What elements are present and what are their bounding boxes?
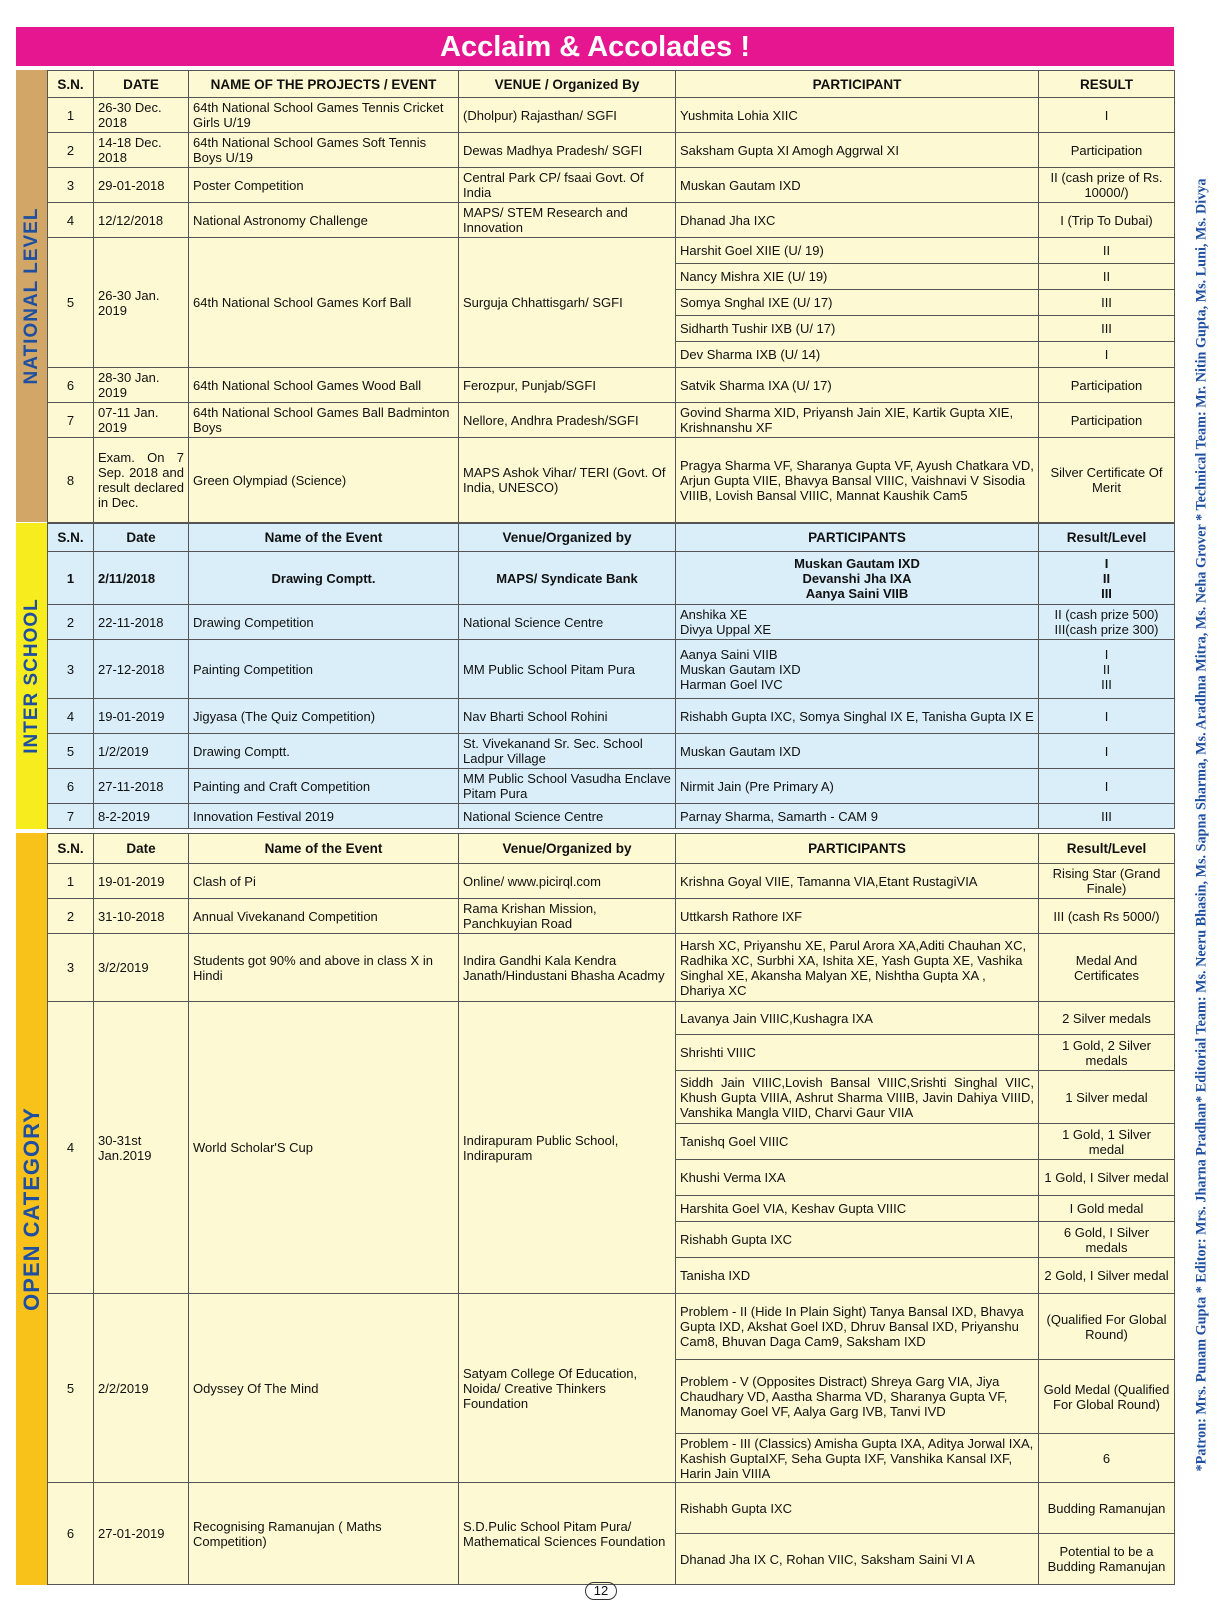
date-cell: 07-11 Jan. 2019 <box>94 403 189 438</box>
venue-cell: Dewas Madhya Pradesh/ SGFI <box>459 133 676 168</box>
result-cell: I <box>1039 734 1175 769</box>
result-cell: II (cash prize of Rs. 10000/) <box>1039 168 1175 203</box>
result-cell: III <box>1039 804 1175 829</box>
venue-cell: National Science Centre <box>459 804 676 829</box>
date-cell: 26-30 Jan. 2019 <box>94 238 189 368</box>
sn-cell: 2 <box>48 899 94 934</box>
result-cell: (Qualified For Global Round) <box>1039 1294 1175 1360</box>
table-row <box>48 605 1175 640</box>
table-row <box>48 864 1175 899</box>
table-row <box>48 1002 1175 1035</box>
sn-cell: 7 <box>48 804 94 829</box>
participant-cell: Anshika XE Divya Uppal XE <box>676 605 1039 640</box>
date-cell: 28-30 Jan. 2019 <box>94 368 189 403</box>
table-row <box>48 203 1175 238</box>
venue-cell: Online/ www.picirql.com <box>459 864 676 899</box>
participant-cell: Problem - V (Opposites Distract) Shreya Garg VIA, Jiya Chaudhary VD, Aastha Sharma VD, Sharanya Gupta VF, Manomay Goel VF, Aalya Garg IVB, Tanvi IVD <box>676 1360 1039 1434</box>
result-cell: Participation <box>1039 133 1175 168</box>
section-national-level <box>16 70 1174 522</box>
column-header: PARTICIPANTS <box>676 524 1039 552</box>
venue-cell: MM Public School Vasudha Enclave Pitam Pura <box>459 769 676 804</box>
table-row <box>48 769 1175 804</box>
venue-cell: MM Public School Pitam Pura <box>459 640 676 699</box>
result-cell: 1 Silver medal <box>1039 1071 1175 1124</box>
date-cell: 30-31st Jan.2019 <box>94 1002 189 1294</box>
participant-cell: Nancy Mishra XIE (U/ 19) <box>676 264 1039 290</box>
sn-cell: 8 <box>48 438 94 523</box>
event-cell: World Scholar'S Cup <box>189 1002 459 1294</box>
participant-cell: Siddh Jain VIIIC,Lovish Bansal VIIIC,Srishti Singhal VIIC, Khush Gupta VIIIA, Ashrut Sharma VIIIB, Javin Dahiya VIIID, Vanshika Mangla VIID, Charvi Gaur VIIA <box>676 1071 1039 1124</box>
event-cell: 64th National School Games Soft Tennis Boys U/19 <box>189 133 459 168</box>
table-row <box>48 133 1175 168</box>
page-title: Acclaim & Accolades ! <box>16 27 1174 66</box>
sn-cell: 3 <box>48 640 94 699</box>
event-cell: Clash of Pi <box>189 864 459 899</box>
result-cell: I (Trip To Dubai) <box>1039 203 1175 238</box>
date-cell: 22-11-2018 <box>94 605 189 640</box>
table-row <box>48 899 1175 934</box>
table-row <box>48 1483 1175 1534</box>
date-cell: 19-01-2019 <box>94 864 189 899</box>
result-cell: Participation <box>1039 403 1175 438</box>
participant-cell: Lavanya Jain VIIIC,Kushagra IXA <box>676 1002 1039 1035</box>
event-cell: Recognising Ramanujan ( Maths Competition) <box>189 1483 459 1585</box>
result-cell: Medal And Certificates <box>1039 934 1175 1002</box>
event-cell: 64th National School Games Korf Ball <box>189 238 459 368</box>
table-row <box>48 699 1175 734</box>
column-header: Venue/Organized by <box>459 834 676 864</box>
participant-cell: Khushi Verma IXA <box>676 1160 1039 1196</box>
section-label <box>16 523 47 829</box>
date-cell: Exam. On 7 Sep. 2018 and result declared in Dec. <box>94 438 189 523</box>
date-cell: 19-01-2019 <box>94 699 189 734</box>
participant-cell: Harshita Goel VIA, Keshav Gupta VIIIC <box>676 1196 1039 1222</box>
column-header: S.N. <box>48 524 94 552</box>
table-row <box>48 1294 1175 1360</box>
sn-cell: 4 <box>48 1002 94 1294</box>
venue-cell: Rama Krishan Mission, Panchkuyian Road <box>459 899 676 934</box>
venue-cell: Satyam College Of Education, Noida/ Creative Thinkers Foundation <box>459 1294 676 1483</box>
sn-cell: 5 <box>48 734 94 769</box>
table-row <box>48 734 1175 769</box>
event-cell: Drawing Comptt. <box>189 552 459 605</box>
inter-table <box>47 523 1175 829</box>
venue-cell: MAPS/ Syndicate Bank <box>459 552 676 605</box>
column-header: DATE <box>94 71 189 98</box>
result-cell: Potential to be a Budding Ramanujan <box>1039 1534 1175 1585</box>
date-cell: 26-30 Dec. 2018 <box>94 98 189 133</box>
event-cell: Odyssey Of The Mind <box>189 1294 459 1483</box>
column-header: Name of the Event <box>189 834 459 864</box>
result-cell: Budding Ramanujan <box>1039 1483 1175 1534</box>
venue-cell: Nellore, Andhra Pradesh/SGFI <box>459 403 676 438</box>
national-table <box>47 70 1175 523</box>
result-cell: I <box>1039 769 1175 804</box>
result-cell: 6 Gold, I Silver medals <box>1039 1222 1175 1258</box>
section-label <box>16 70 47 522</box>
sn-cell: 3 <box>48 934 94 1002</box>
participant-cell: Tanishq Goel VIIIC <box>676 1124 1039 1160</box>
column-header: S.N. <box>48 71 94 98</box>
sn-cell: 3 <box>48 168 94 203</box>
result-cell: III <box>1039 290 1175 316</box>
result-cell: II <box>1039 238 1175 264</box>
date-cell: 3/2/2019 <box>94 934 189 1002</box>
section-open-category <box>16 833 1174 1585</box>
date-cell: 27-11-2018 <box>94 769 189 804</box>
column-header: S.N. <box>48 834 94 864</box>
participant-cell: Rishabh Gupta IXC <box>676 1483 1039 1534</box>
table-row <box>48 552 1175 605</box>
event-cell: Innovation Festival 2019 <box>189 804 459 829</box>
event-cell: Annual Vivekanand Competition <box>189 899 459 934</box>
column-header: NAME OF THE PROJECTS / EVENT <box>189 71 459 98</box>
participant-cell: Harshit Goel XIIE (U/ 19) <box>676 238 1039 264</box>
result-cell: 1 Gold, I Silver medal <box>1039 1160 1175 1196</box>
participant-cell: Govind Sharma XID, Priyansh Jain XIE, Kartik Gupta XIE, Krishnanshu XF <box>676 403 1039 438</box>
event-cell: 64th National School Games Wood Ball <box>189 368 459 403</box>
sn-cell: 1 <box>48 552 94 605</box>
venue-cell: MAPS Ashok Vihar/ TERI (Govt. Of India, UNESCO) <box>459 438 676 523</box>
result-cell: I Gold medal <box>1039 1196 1175 1222</box>
event-cell: 64th National School Games Ball Badminton Boys <box>189 403 459 438</box>
participant-cell: Dev Sharma IXB (U/ 14) <box>676 342 1039 368</box>
participant-cell: Problem - III (Classics) Amisha Gupta IXA, Aditya Jorwal IXA, Kashish GuptaIXF, Seha Gupta IXF, Vanshika Kansal IXF, Harin Jain VIIIA <box>676 1434 1039 1483</box>
participant-cell: Problem - II (Hide In Plain Sight) Tanya Bansal IXD, Bhavya Gupta IXD, Akshat Goel IXD, Dhruv Bansal IXD, Priyanshu Cam8, Bhuvan Daga Cam9, Saksham IXD <box>676 1294 1039 1360</box>
sn-cell: 5 <box>48 238 94 368</box>
sn-cell: 6 <box>48 1483 94 1585</box>
date-cell: 12/12/2018 <box>94 203 189 238</box>
column-header: VENUE / Organized By <box>459 71 676 98</box>
result-cell: 2 Gold, I Silver medal <box>1039 1258 1175 1294</box>
column-header: PARTICIPANTS <box>676 834 1039 864</box>
date-cell: 27-01-2019 <box>94 1483 189 1585</box>
column-header: RESULT <box>1039 71 1175 98</box>
result-cell: I II III <box>1039 640 1175 699</box>
event-cell: Drawing Comptt. <box>189 734 459 769</box>
participant-cell: Yushmita Lohia XIIC <box>676 98 1039 133</box>
date-cell: 2/11/2018 <box>94 552 189 605</box>
table-row <box>48 934 1175 1002</box>
result-cell: II <box>1039 264 1175 290</box>
venue-cell: MAPS/ STEM Research and Innovation <box>459 203 676 238</box>
venue-cell: St. Vivekanand Sr. Sec. School Ladpur Village <box>459 734 676 769</box>
participant-cell: Parnay Sharma, Samarth - CAM 9 <box>676 804 1039 829</box>
participant-cell: Satvik Sharma IXA (U/ 17) <box>676 368 1039 403</box>
result-cell: II (cash prize 500) III(cash prize 300) <box>1039 605 1175 640</box>
section-label-text: OPEN CATEGORY <box>18 1107 44 1311</box>
sn-cell: 6 <box>48 769 94 804</box>
header-row <box>48 71 1175 98</box>
participant-cell: Rishabh Gupta IXC <box>676 1222 1039 1258</box>
column-header: Date <box>94 834 189 864</box>
date-cell: 8-2-2019 <box>94 804 189 829</box>
sn-cell: 7 <box>48 403 94 438</box>
sn-cell: 2 <box>48 133 94 168</box>
date-cell: 27-12-2018 <box>94 640 189 699</box>
column-header: Venue/Organized by <box>459 524 676 552</box>
result-cell: I <box>1039 342 1175 368</box>
venue-cell: Central Park CP/ fsaai Govt. Of India <box>459 168 676 203</box>
table-row <box>48 368 1175 403</box>
participant-cell: Dhanad Jha IXC <box>676 203 1039 238</box>
date-cell: 14-18 Dec. 2018 <box>94 133 189 168</box>
event-cell: Jigyasa (The Quiz Competition) <box>189 699 459 734</box>
result-cell: 1 Gold, 1 Silver medal <box>1039 1124 1175 1160</box>
result-cell: Gold Medal (Qualified For Global Round) <box>1039 1360 1175 1434</box>
table-row <box>48 168 1175 203</box>
event-cell: National Astronomy Challenge <box>189 203 459 238</box>
venue-cell: Indirapuram Public School, Indirapuram <box>459 1002 676 1294</box>
sn-cell: 4 <box>48 203 94 238</box>
section-label-text: INTER SCHOOL <box>20 598 42 754</box>
venue-cell: Indira Gandhi Kala Kendra Janath/Hindustani Bhasha Acadmy <box>459 934 676 1002</box>
participant-cell: Krishna Goyal VIIE, Tamanna VIA,Etant RustagiVIA <box>676 864 1039 899</box>
result-cell: I II III <box>1039 552 1175 605</box>
column-header: Result/Level <box>1039 524 1175 552</box>
result-cell: Rising Star (Grand Finale) <box>1039 864 1175 899</box>
table-row <box>48 238 1175 264</box>
result-cell: 1 Gold, 2 Silver medals <box>1039 1035 1175 1071</box>
event-cell: Green Olympiad (Science) <box>189 438 459 523</box>
participant-cell: Muskan Gautam IXD Devanshi Jha IXA Aanya Saini VIIB <box>676 552 1039 605</box>
venue-cell: (Dholpur) Rajasthan/ SGFI <box>459 98 676 133</box>
date-cell: 2/2/2019 <box>94 1294 189 1483</box>
table-row <box>48 640 1175 699</box>
result-cell: Silver Certificate Of Merit <box>1039 438 1175 523</box>
venue-cell: Nav Bharti School Rohini <box>459 699 676 734</box>
date-cell: 29-01-2018 <box>94 168 189 203</box>
event-cell: Painting Competition <box>189 640 459 699</box>
column-header: Result/Level <box>1039 834 1175 864</box>
venue-cell: Surguja Chhattisgarh/ SGFI <box>459 238 676 368</box>
sn-cell: 1 <box>48 98 94 133</box>
result-cell: III (cash Rs 5000/) <box>1039 899 1175 934</box>
date-cell: 1/2/2019 <box>94 734 189 769</box>
section-inter-school <box>16 523 1174 829</box>
result-cell: III <box>1039 316 1175 342</box>
table-row <box>48 438 1175 523</box>
event-cell: Painting and Craft Competition <box>189 769 459 804</box>
sn-cell: 1 <box>48 864 94 899</box>
participant-cell: Muskan Gautam IXD <box>676 168 1039 203</box>
sn-cell: 2 <box>48 605 94 640</box>
table-row <box>48 98 1175 133</box>
participant-cell: Somya Snghal IXE (U/ 17) <box>676 290 1039 316</box>
result-cell: 2 Silver medals <box>1039 1002 1175 1035</box>
event-cell: Poster Competition <box>189 168 459 203</box>
participant-cell: Sidharth Tushir IXB (U/ 17) <box>676 316 1039 342</box>
column-header: PARTICIPANT <box>676 71 1039 98</box>
event-cell: Students got 90% and above in class X in Hindi <box>189 934 459 1002</box>
open-table <box>47 833 1175 1585</box>
column-header: Date <box>94 524 189 552</box>
result-cell: 6 <box>1039 1434 1175 1483</box>
side-credits-text: *Patron: Mrs. Punam Gupta * Editor: Mrs. Jharna Pradhan* Editorial Team: Ms. Neeru Bhasin, Ms. Sapna Sharma, Ms. Aradhna Mitra, Ms. Neha Grover * Technical Team: Mr. Nitin Gupta, Ms. Luni, Ms. Divya <box>1193 178 1210 1472</box>
event-cell: 64th National School Games Tennis Cricket Girls U/19 <box>189 98 459 133</box>
section-label <box>16 833 47 1585</box>
venue-cell: National Science Centre <box>459 605 676 640</box>
column-header: Name of the Event <box>189 524 459 552</box>
participant-cell: Harsh XC, Priyanshu XE, Parul Arora XA,Aditi Chauhan XC, Radhika XC, Surbhi XA, Ishita XE, Yash Gupta XE, Vashika Singhal XE, Akansha Malyan XE, Nishtha Gupta XA , Dhariya XC <box>676 934 1039 1002</box>
result-cell: I <box>1039 98 1175 133</box>
sn-cell: 5 <box>48 1294 94 1483</box>
result-cell: I <box>1039 699 1175 734</box>
side-credits <box>1186 60 1218 1590</box>
result-cell: Participation <box>1039 368 1175 403</box>
header-row <box>48 834 1175 864</box>
participant-cell: Shrishti VIIIC <box>676 1035 1039 1071</box>
participant-cell: Pragya Sharma VF, Sharanya Gupta VF, Ayush Chatkara VD, Arjun Gupta VIIE, Bhavya Bansal VIIIC, Vaishnavi V Sisodia VIIIB, Lovish Bansal VIIIC, Mannat Kaushik Cam5 <box>676 438 1039 523</box>
participant-cell: Aanya Saini VIIB Muskan Gautam IXD Harman Goel IVC <box>676 640 1039 699</box>
table-row <box>48 403 1175 438</box>
participant-cell: Saksham Gupta XI Amogh Aggrwal XI <box>676 133 1039 168</box>
date-cell: 31-10-2018 <box>94 899 189 934</box>
venue-cell: Ferozpur, Punjab/SGFI <box>459 368 676 403</box>
participant-cell: Tanisha IXD <box>676 1258 1039 1294</box>
participant-cell: Dhanad Jha IX C, Rohan VIIC, Saksham Saini VI A <box>676 1534 1039 1585</box>
sn-cell: 4 <box>48 699 94 734</box>
sn-cell: 6 <box>48 368 94 403</box>
participant-cell: Rishabh Gupta IXC, Somya Singhal IX E, Tanisha Gupta IX E <box>676 699 1039 734</box>
participant-cell: Uttkarsh Rathore IXF <box>676 899 1039 934</box>
page-number: 12 <box>585 1582 617 1600</box>
table-row <box>48 804 1175 829</box>
participant-cell: Nirmit Jain (Pre Primary A) <box>676 769 1039 804</box>
participant-cell: Muskan Gautam IXD <box>676 734 1039 769</box>
section-label-text: NATIONAL LEVEL <box>20 207 42 385</box>
header-row <box>48 524 1175 552</box>
event-cell: Drawing Competition <box>189 605 459 640</box>
venue-cell: S.D.Pulic School Pitam Pura/ Mathematical Sciences Foundation <box>459 1483 676 1585</box>
